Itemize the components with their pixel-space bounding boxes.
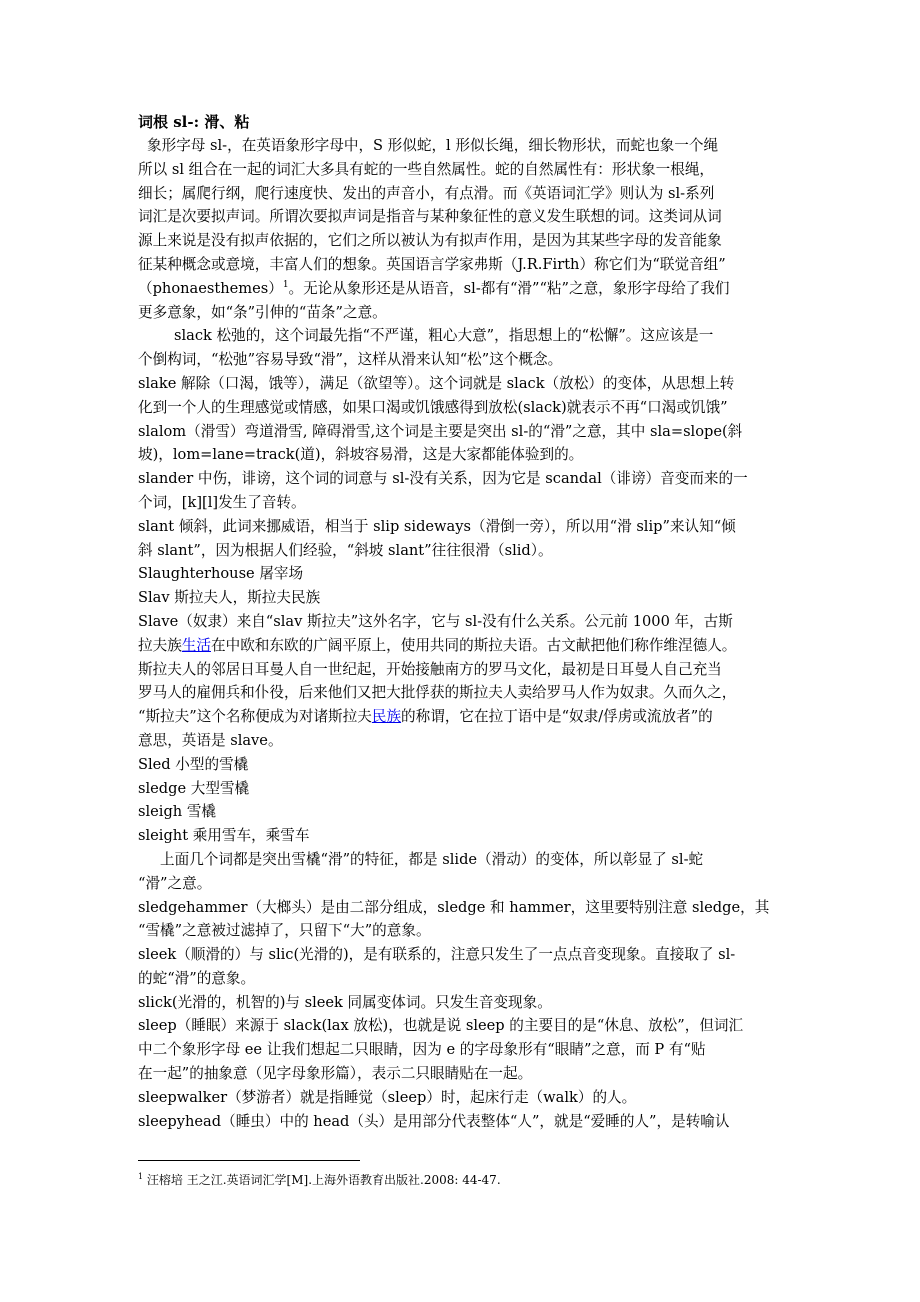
- footnote-text: 汪榕培 王之江.英语词汇学[M].上海外语教育出版社.2008: 44-47.: [146, 1173, 501, 1187]
- text-line: sleight 乘用雪车，乘雪车: [138, 827, 310, 845]
- text-line: Sled 小型的雪橇: [138, 755, 249, 773]
- text-line: 化到一个人的生理感觉或情感，如果口渴或饥饿感得到放松(slack)就表示不再“口渴或饥饿”: [138, 398, 728, 416]
- text-fragment: “斯拉夫”这个名称便成为对诸斯拉夫: [138, 708, 372, 726]
- footnote-divider: [138, 1160, 360, 1161]
- text-line: slander 中伤，诽谤，这个词的词意与 sl-没有关系，因为它是 scandal（诽谤）音变而来的一: [138, 470, 748, 488]
- text-line: slalom（滑雪）弯道滑雪, 障碍滑雪,这个词是主要是突出 sl-的“滑”之意，其中 sla=slope(斜: [138, 422, 743, 440]
- text-line-with-link: [138, 705, 786, 729]
- text-line: 的蛇“滑”的意象。: [138, 969, 256, 987]
- text-line: sleep（睡眠）来源于 slack(lax 放松)，也就是说 sleep 的主要目的是“休息、放松”，但词汇: [138, 1017, 744, 1035]
- entry-sleep: [138, 1014, 786, 1085]
- entry-slav: [138, 586, 786, 610]
- entry-sleigh: [138, 800, 786, 824]
- text-line: 源上来说是没有拟声依据的，它们之所以被认为有拟声作用，是因为其某些字母的发音能象: [138, 232, 722, 250]
- entry-slalom: [138, 420, 786, 468]
- text-line: 象形字母 sl-，在英语象形字母中，S 形似蛇，l 形似长绳，细长物形状，而蛇也象一个绳: [147, 137, 719, 154]
- text-line: slack 松弛的，这个词最先指“不严谨，粗心大意”，指思想上的“松懈”。这应该是一: [174, 327, 714, 345]
- text-line: “雪橇”之意被过滤掉了，只留下“大”的意象。: [138, 922, 431, 940]
- summary-paragraph: [138, 848, 786, 896]
- footnote-marker: 1: [138, 1172, 144, 1181]
- text-line: 细长；属爬行纲，爬行速度快、发出的声音小，有点滑。而《英语词汇学》则认为 sl-系列: [138, 184, 715, 202]
- text-fragment: 在中欧和东欧的广阔平原上，使用共同的斯拉夫语。古文献把他们称作维涅德人。: [211, 636, 737, 654]
- entry-slant: [138, 515, 786, 563]
- text-line-with-footnote-ref: [138, 277, 786, 301]
- text-line: slick(光滑的，机智的)与 sleek 同属变体词。只发生音变现象。: [138, 993, 552, 1011]
- text-line: 上面几个词都是突出雪橇“滑”的特征，都是 slide（滑动）的变体，所以彰显了 sl-蛇: [160, 850, 704, 868]
- entry-sled: [138, 753, 786, 777]
- text-line: 斯拉夫人的邻居日耳曼人自一世纪起，开始接触南方的罗马文化，最初是日耳曼人自己充当: [138, 660, 722, 678]
- text-line: sledgehammer（大榔头）是由二部分组成，sledge 和 hammer，这里要特别注意 sledge，其: [138, 898, 770, 916]
- text-line: sleek（顺滑的）与 slic(光滑的)，是有联系的，注意只发生了一点点音变现象。直接取了 sl-: [138, 946, 736, 964]
- entry-sledgehammer: [138, 896, 786, 944]
- text-line: Slaughterhouse 屠宰场: [138, 565, 304, 583]
- link-minzu[interactable]: 民族: [371, 708, 402, 726]
- footnote: [138, 1171, 501, 1189]
- text-line: 中二个象形字母 ee 让我们想起二只眼睛，因为 e 的字母象形有“眼睛”之意，而 P 有“贴: [138, 1041, 706, 1059]
- text-line: sleepwalker（梦游者）就是指睡觉（sleep）时，起床行走（walk）的人。: [138, 1088, 637, 1106]
- text-fragment: 拉夫族: [138, 636, 182, 654]
- entry-slack: [138, 324, 786, 372]
- section-heading: 词根 sl-: 滑、粘: [138, 113, 250, 131]
- text-line: sledge 大型雪橇: [138, 779, 250, 797]
- text-line: 征某种概念或意境，丰富人们的想象。英国语言学家弗斯（J.R.Firth）称它们为“联觉音组”: [138, 255, 726, 273]
- entry-slake: [138, 372, 786, 420]
- text-line: 在一起”的抽象意（见字母象形篇），表示二只眼睛贴在一起。: [138, 1065, 533, 1083]
- entry-slander: [138, 467, 786, 515]
- text-line: 坡)，lom=lane=track(道)，斜坡容易滑，这是大家都能体验到的。: [138, 446, 584, 464]
- document-body: [138, 110, 786, 1133]
- intro-paragraph: [138, 134, 786, 324]
- text-fragment: （phonaesthemes）: [138, 279, 283, 297]
- entry-sledge: [138, 777, 786, 801]
- text-fragment: 的称谓，它在拉丁语中是“奴隶/俘虏或流放者”的: [401, 708, 713, 726]
- entry-sleepwalker: [138, 1086, 786, 1110]
- text-line: “滑”之意。: [138, 874, 212, 892]
- text-line: Slave（奴隶）来自“slav 斯拉夫”这外名字，它与 sl-没有什么关系。公元前 1000 年，古斯: [138, 612, 733, 630]
- entry-slaughterhouse: [138, 562, 786, 586]
- link-shenghuo[interactable]: 生活: [181, 636, 211, 654]
- text-line: slant 倾斜，此词来挪威语，相当于 slip sideways（滑倒一旁），所以用“滑 slip”来认知“倾: [138, 517, 736, 535]
- entry-slave: [138, 610, 786, 753]
- text-line: slake 解除（口渴，饿等），满足（欲望等）。这个词就是 slack（放松）的变体，从思想上转: [138, 374, 735, 392]
- text-line: 所以 sl 组合在一起的词汇大多具有蛇的一些自然属性。蛇的自然属性有：形状象一根绳，: [138, 160, 715, 178]
- text-line: 意思，英语是 slave。: [138, 731, 283, 749]
- footnote-reference[interactable]: 1: [282, 279, 289, 290]
- entry-sleight: [138, 824, 786, 848]
- text-fragment: 。无论从象形还是从语音，sl-都有“滑”“粘”之意，象形字母给了我们: [288, 279, 730, 297]
- entry-sleepyhead: [138, 1110, 786, 1134]
- text-line: 词汇是次要拟声词。所谓次要拟声词是指音与某种象征性的意义发生联想的词。这类词从词: [138, 208, 722, 226]
- text-line-with-link: [138, 634, 786, 658]
- text-line: 个倒构词，“松弛”容易导致“滑”，这样从滑来认知“松”这个概念。: [138, 351, 563, 369]
- text-line: sleigh 雪橇: [138, 803, 217, 821]
- entry-slick: [138, 991, 786, 1015]
- text-line: Slav 斯拉夫人，斯拉夫民族: [138, 589, 321, 607]
- entry-sleek: [138, 943, 786, 991]
- text-line: 更多意象，如“条”引伸的“苗条”之意。: [138, 303, 387, 321]
- text-line: 罗马人的雇佣兵和仆役，后来他们又把大批俘获的斯拉夫人卖给罗马人作为奴隶。久而久之，: [138, 684, 737, 702]
- text-line: 斜 slant”，因为根据人们经验，“斜坡 slant”往往很滑（slid）。: [138, 541, 553, 559]
- text-line: sleepyhead（睡虫）中的 head（头）是用部分代表整体“人”，就是“爱睡的人”，是转喻认: [138, 1112, 730, 1130]
- text-line: 个词，[k][l]发生了音转。: [138, 493, 306, 511]
